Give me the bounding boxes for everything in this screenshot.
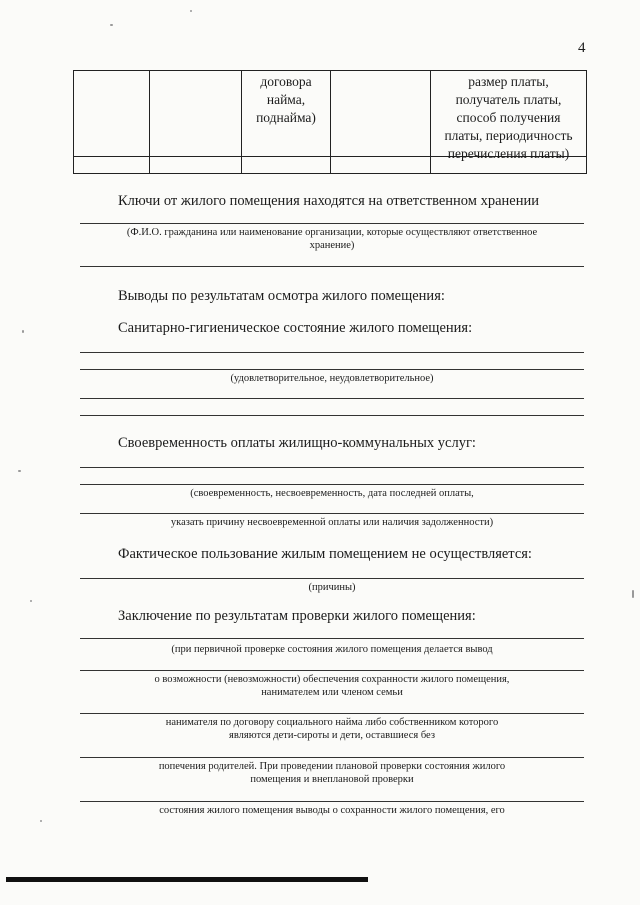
usage-caption: (причины) (308, 582, 356, 593)
conclusion-line-5 (80, 801, 584, 802)
scan-speck (18, 470, 21, 472)
conclusion-caption-2: о возможности (невозможности) обеспечения сохранности жилого помещения, нанимателем или членом семьи (154, 674, 510, 698)
conclusion-line-2 (80, 670, 584, 671)
usage-label: Фактическое пользование жилым помещением не осуществляется: (118, 546, 532, 562)
scan-speck (190, 10, 192, 12)
scan-speck (632, 590, 634, 598)
page-number: 4 (578, 40, 586, 56)
table-col-border (149, 70, 150, 174)
keys-caption: (Ф.И.О. гражданина или наименование организации, которые осуществляют ответственное хранение) (126, 227, 538, 251)
conclusion-label: Заключение по результатам проверки жилого помещения: (118, 608, 476, 624)
scan-speck (40, 820, 42, 822)
continuation-table (73, 70, 587, 174)
conclusion-caption-4: попечения родителей. При проведении плановой проверки состояния жилого помещения и внеплановой проверки (158, 761, 506, 785)
keys-line (80, 223, 584, 224)
payment-line-3 (80, 513, 584, 514)
table-cell-payment: размер платы, получатель платы, способ получения платы, периодичность перечисления платы) (444, 74, 573, 161)
keys-label: Ключи от жилого помещения находятся на ответственном хранении (118, 193, 539, 209)
payment-line-1 (80, 467, 584, 468)
scan-speck (22, 330, 24, 333)
scan-speck (110, 24, 113, 26)
conclusions-label: Выводы по результатам осмотра жилого помещения: (118, 288, 445, 304)
table-col-border (586, 70, 587, 174)
sanitary-caption: (удовлетворительное, неудовлетворительное) (230, 373, 434, 384)
conclusion-caption-3: нанимателя по договору социального найма либо собственником которого являются дети-сироты и дети, оставшиеся без (165, 717, 499, 741)
payment-label: Своевременность оплаты жилищно-коммунальных услуг: (118, 435, 476, 451)
conclusion-line-3 (80, 713, 584, 714)
usage-line (80, 578, 584, 579)
scan-speck (30, 600, 32, 602)
scan-edge-bar (6, 877, 368, 882)
sanitary-line-4 (80, 415, 584, 416)
table-cell-contract: договора найма, поднайма) (256, 74, 316, 125)
payment-caption-1: (своевременность, несвоевременность, дата последней оплаты, (190, 488, 474, 499)
conclusion-line-1 (80, 638, 584, 639)
table-col-border (330, 70, 331, 174)
conclusion-line-4 (80, 757, 584, 758)
sanitary-label: Санитарно-гигиеническое состояние жилого помещения: (118, 320, 473, 336)
sanitary-line-2 (80, 369, 584, 370)
payment-caption-2: указать причину несвоевременной оплаты или наличия задолженности) (170, 517, 494, 528)
sanitary-line-3 (80, 398, 584, 399)
sanitary-line-1 (80, 352, 584, 353)
keys-line-2 (80, 266, 584, 267)
conclusion-caption-1: (при первичной проверке состояния жилого помещения делается вывод (171, 644, 493, 655)
table-col-border (73, 70, 74, 174)
payment-line-2 (80, 484, 584, 485)
conclusion-caption-5: состояния жилого помещения выводы о сохранности жилого помещения, его (159, 805, 505, 816)
